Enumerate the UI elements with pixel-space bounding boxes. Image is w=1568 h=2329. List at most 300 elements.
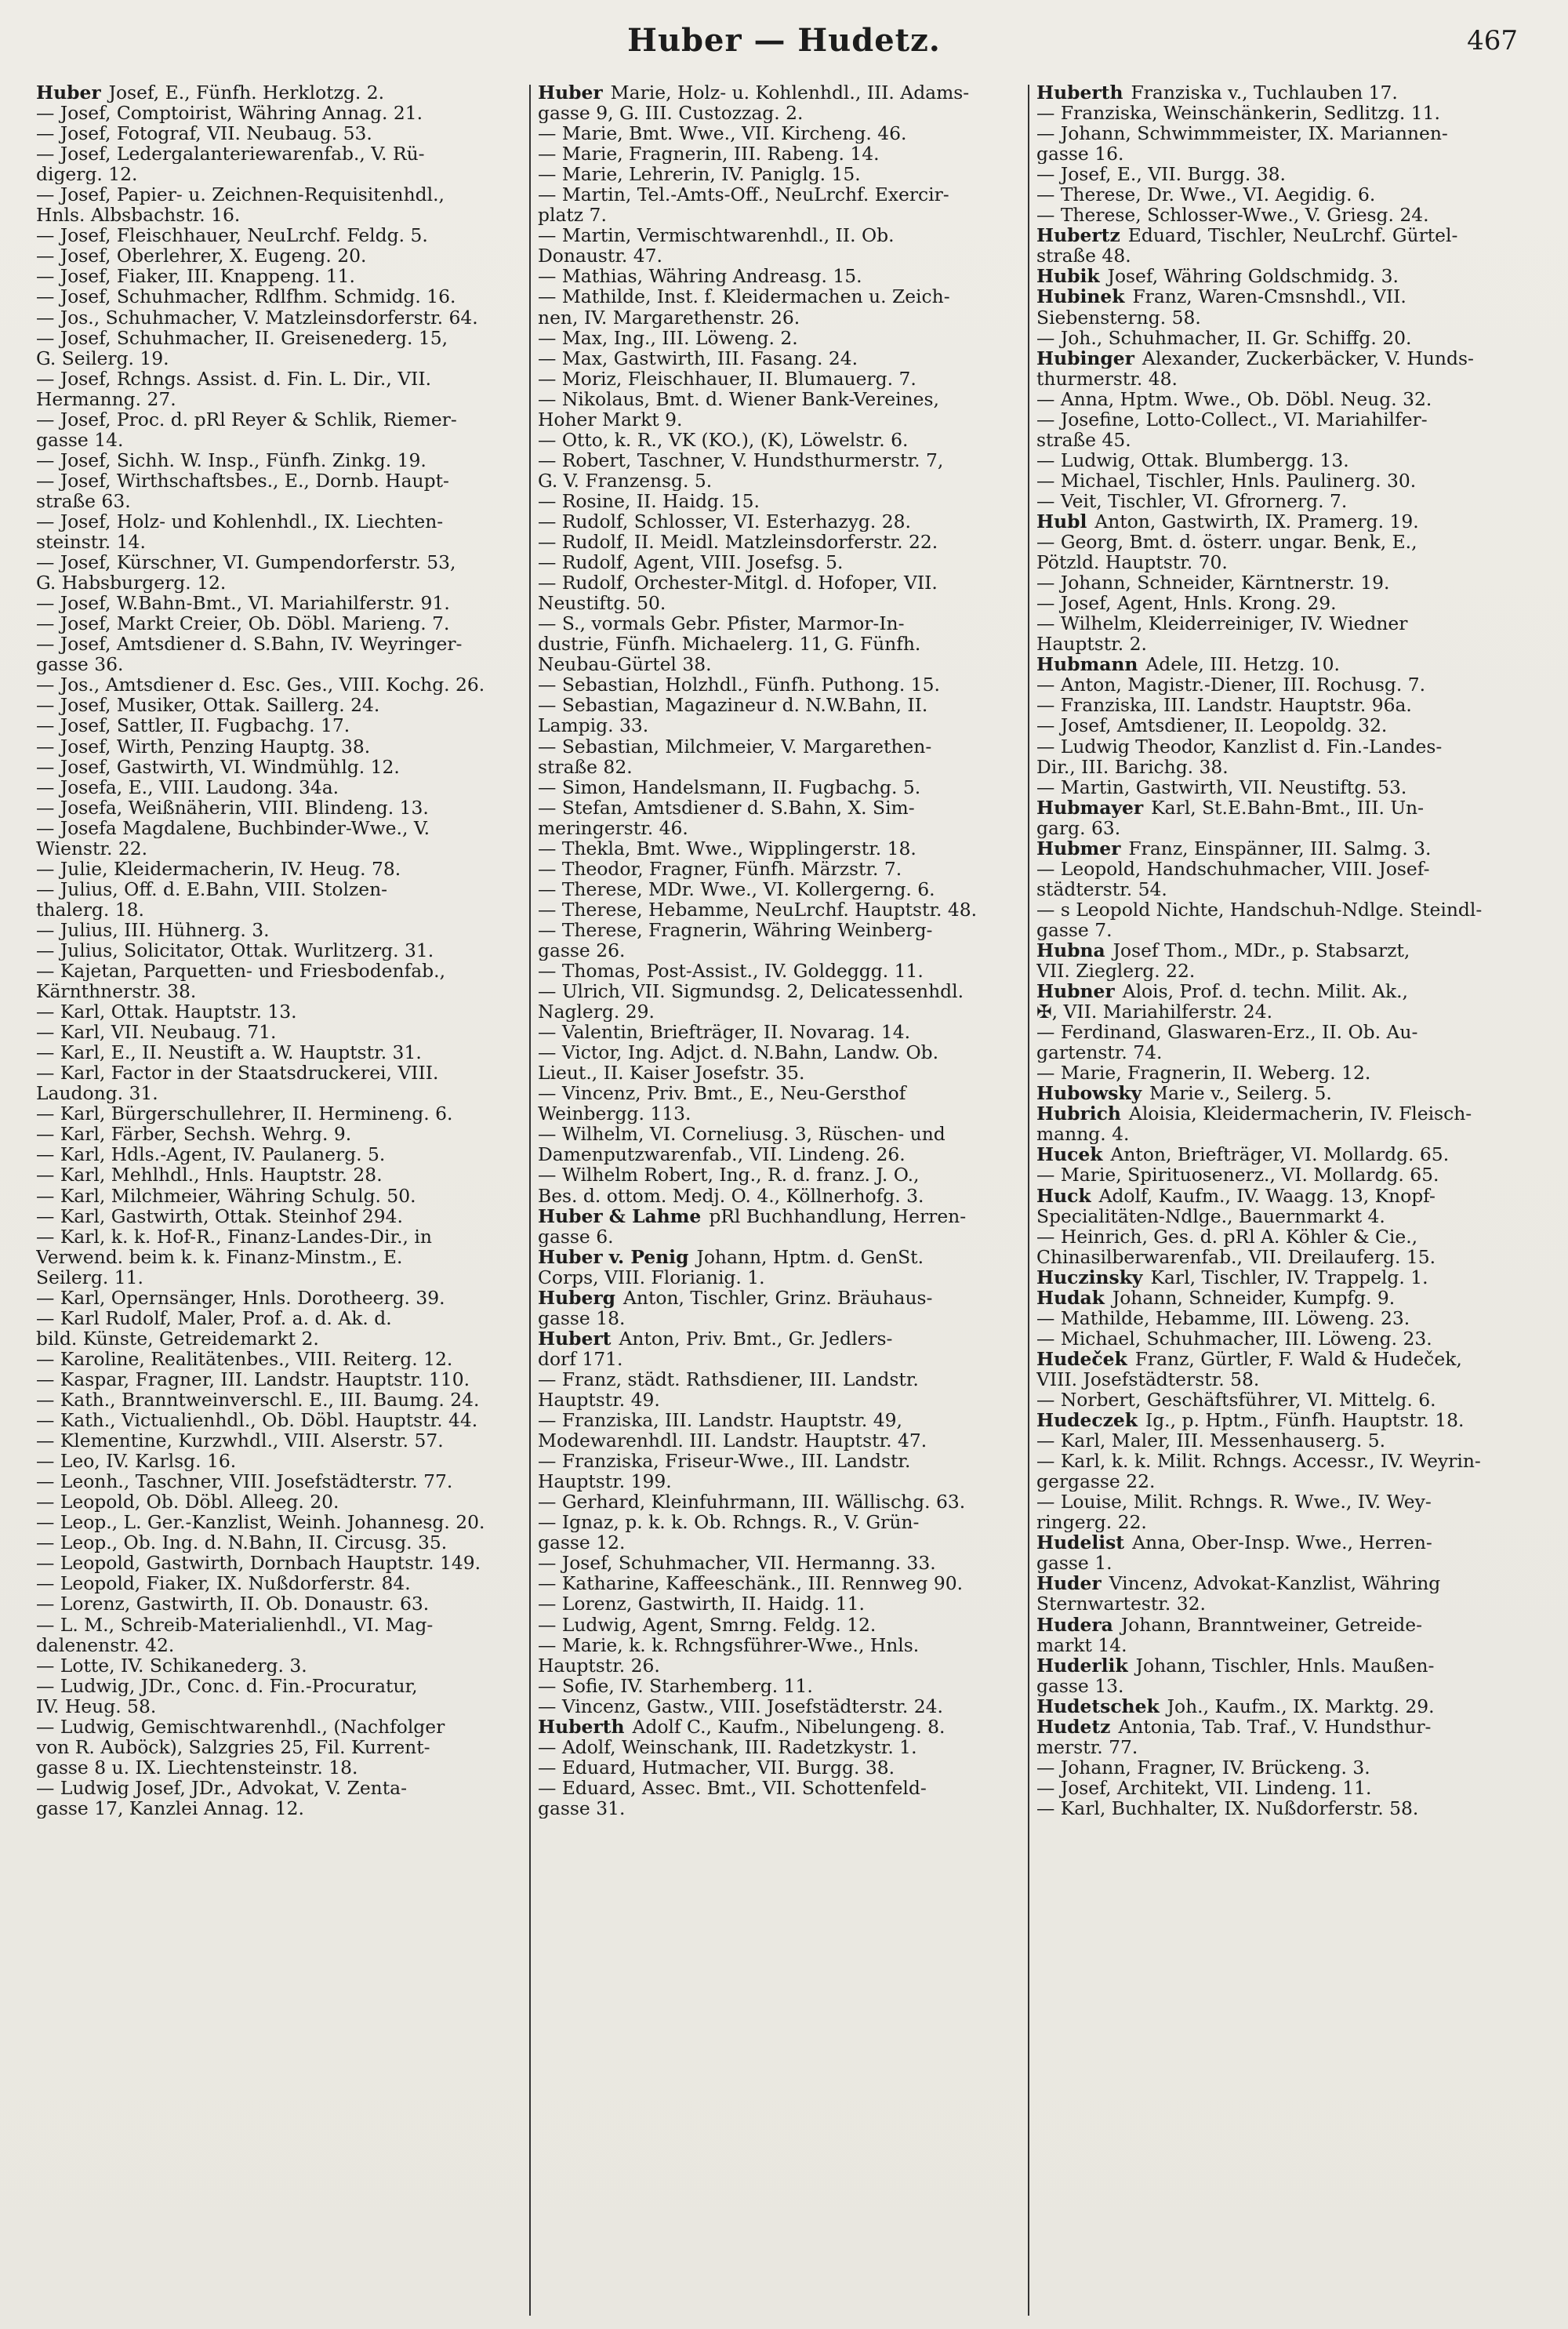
entry-text: — Michael, Schuhmacher, III. Löweng. 23. <box>1036 1328 1432 1349</box>
entry-line <box>538 572 1025 593</box>
entry-text: — Ferdinand, Glaswaren-Erz., II. Ob. Au- <box>1036 1022 1418 1043</box>
entry-text: — Georg, Bmt. d. österr. ungar. Benk, E., <box>1036 532 1417 553</box>
entry-line <box>1036 328 1524 348</box>
entry-text: — Anton, Magistr.-Diener, III. Rochusg. 7. <box>1036 674 1426 696</box>
entry-text: — Thekla, Bmt. Wwe., Wipplingerstr. 18. <box>538 837 916 859</box>
entry-line <box>1036 961 1524 981</box>
entry-text: — Josef, Comptoirist, Währing Annag. 21. <box>36 103 423 124</box>
entry-line <box>36 1737 524 1757</box>
entry-text: dustrie, Fünfh. Michaelerg. 11, G. Fünfh. <box>538 634 921 655</box>
entry-text: — Adolf, Weinschank, III. Radetzkystr. 1. <box>538 1736 917 1757</box>
entry-line <box>1036 409 1524 430</box>
entry-line <box>538 225 1025 245</box>
entry-text: — Josefa, E., VIII. Laudong. 34a. <box>36 776 339 798</box>
entry-text: Josef, Währing Goldschmidg. 3. <box>1107 266 1399 287</box>
entry-heading-line <box>1036 511 1524 532</box>
entry-text: städterstr. 54. <box>1036 878 1167 899</box>
entry-text: VIII. Josefstädterstr. 58. <box>1036 1368 1260 1390</box>
entry-line <box>538 798 1025 818</box>
entry-text: — Karl, Buchhalter, IX. Nußdorferstr. 58. <box>1036 1797 1419 1819</box>
column-2 <box>538 82 1025 2313</box>
entry-text: — Josef, Schuhmacher, II. Greisenederg. 15, <box>36 327 448 348</box>
surname: Hubrich <box>1036 1103 1121 1125</box>
entry-line <box>36 225 524 245</box>
entry-line <box>1036 1593 1524 1614</box>
entry-line <box>538 1144 1025 1164</box>
running-head: Huber — Hudetz. <box>627 22 941 59</box>
entry-text: Lampig. 33. <box>538 715 649 736</box>
entry-text: — Karl, Factor in der Staatsdruckerei, VIII. <box>36 1063 439 1084</box>
entry-line <box>538 838 1025 859</box>
entry-line <box>1036 491 1524 511</box>
entry-line <box>538 1349 1025 1369</box>
entry-text: — Lorenz, Gastwirth, II. Ob. Donaustr. 63. <box>36 1593 430 1615</box>
entry-line <box>538 1390 1025 1410</box>
entry-text: — Josef, Fotograf, VII. Neubaug. 53. <box>36 123 372 144</box>
entry-text: — Therese, Fragnerin, Währing Weinberg- <box>538 919 933 940</box>
entry-heading-line <box>538 1247 1025 1267</box>
entry-line <box>538 879 1025 899</box>
entry-line <box>538 1451 1025 1471</box>
entry-text: G. Habsburgerg. 12. <box>36 572 227 594</box>
entry-text: gasse 6. <box>538 1226 614 1247</box>
entry-text: gasse 36. <box>36 654 124 675</box>
entry-text: — Karoline, Realitätenbes., VIII. Reiterg. 12. <box>36 1348 453 1369</box>
surname: Huber v. Penig <box>538 1246 689 1267</box>
entry-line <box>36 1635 524 1655</box>
entry-text: — Josef, Sattler, II. Fugbachg. 17. <box>36 715 350 736</box>
entry-text: — Mathias, Währing Andreasg. 15. <box>538 266 862 287</box>
entry-text: — Johann, Schneider, Kärntnerstr. 19. <box>1036 572 1390 594</box>
entry-line <box>1036 1369 1524 1390</box>
entry-line <box>36 389 524 409</box>
entry-text: — Michael, Tischler, Hnls. Paulinerg. 30. <box>1036 470 1417 491</box>
entry-line <box>36 532 524 552</box>
column-3 <box>1036 82 1524 2313</box>
entry-heading-line <box>1036 981 1524 1001</box>
entry-line <box>1036 1001 1524 1022</box>
entry-heading-line <box>538 1288 1025 1308</box>
entry-text: Neustiftg. 50. <box>538 593 666 614</box>
entry-text: — Karl Rudolf, Maler, Prof. a. d. Ak. d. <box>36 1307 392 1328</box>
entry-text: — Marie, Fragnerin, II. Weberg. 12. <box>1036 1063 1371 1084</box>
entry-line <box>36 1451 524 1471</box>
entry-text: — Marie, Bmt. Wwe., VII. Kircheng. 46. <box>538 123 907 144</box>
surname: Hubert <box>538 1328 612 1349</box>
entry-line <box>36 798 524 818</box>
entry-text: platz 7. <box>538 205 607 226</box>
entry-text: Anton, Gastwirth, IX. Pramerg. 19. <box>1094 510 1419 532</box>
entry-line <box>538 1063 1025 1083</box>
entry-text: Adolf C., Kaufm., Nibelungeng. 8. <box>632 1716 946 1737</box>
entry-line <box>1036 307 1524 328</box>
entry-line <box>36 307 524 328</box>
entry-line <box>1036 1022 1524 1042</box>
entry-line <box>1036 1512 1524 1532</box>
entry-line <box>538 961 1025 981</box>
entry-text: — Franziska, Weinschänkerin, Sedlitzg. 11. <box>1036 103 1440 124</box>
entry-line <box>1036 1778 1524 1798</box>
entry-text: gasse 17, Kanzlei Annag. 12. <box>36 1797 304 1819</box>
entry-text: Chinasilberwarenfab., VII. Dreilauferg. 15. <box>1036 1246 1436 1267</box>
entry-text: — Josef, Agent, Hnls. Krong. 29. <box>1036 593 1337 614</box>
entry-text: Naglerg. 29. <box>538 1001 655 1023</box>
entry-text: — Josefa, Weißnäherin, VIII. Blindeng. 13. <box>36 797 429 818</box>
entry-line <box>36 1512 524 1532</box>
entry-text: — Josef, Amtsdiener d. S.Bahn, IV. Weyringer- <box>36 634 463 655</box>
entry-line <box>1036 245 1524 266</box>
entry-line <box>538 164 1025 184</box>
surname: Hubinger <box>1036 347 1134 369</box>
entry-line <box>1036 715 1524 736</box>
entry-text: — Valentin, Briefträger, II. Novarag. 14. <box>538 1022 911 1043</box>
entry-text: — Ludwig, Gemischtwarenhdl., (Nachfolger <box>36 1716 445 1737</box>
entry-line <box>36 164 524 184</box>
entry-line <box>36 471 524 491</box>
entry-text: — Louise, Milit. Rchngs. R. Wwe., IV. Wey- <box>1036 1492 1432 1513</box>
entry-line <box>36 1593 524 1614</box>
entry-line <box>538 348 1025 369</box>
entry-text: — Leopold, Gastwirth, Dornbach Hauptstr. 149. <box>36 1553 481 1574</box>
entry-text: — Karl, Bürgerschullehrer, II. Hermineng. 6. <box>36 1103 453 1125</box>
entry-line <box>538 1471 1025 1492</box>
entry-line <box>538 511 1025 532</box>
entry-line <box>538 245 1025 266</box>
entry-text: — Josef, Papier- u. Zeichnen-Requisitenhdl., <box>36 184 445 205</box>
entry-text: — Leonh., Taschner, VIII. Josefstädterstr. 77. <box>36 1471 453 1492</box>
entry-text: gergasse 22. <box>1036 1471 1156 1492</box>
entry-line <box>36 654 524 674</box>
entry-text: Lieut., II. Kaiser Josefstr. 35. <box>538 1063 805 1084</box>
entry-line <box>538 818 1025 838</box>
surname: Hudetz <box>1036 1716 1111 1737</box>
entry-line <box>538 593 1025 613</box>
entry-text: — Ludwig, Agent, Smrng. Feldg. 12. <box>538 1614 877 1635</box>
entry-line <box>538 899 1025 920</box>
entry-text: — Rudolf, II. Meidl. Matzleinsdorferstr. 22. <box>538 532 938 553</box>
entry-text: — Karl, k. k. Hof-R., Finanz-Landes-Dir., in <box>36 1226 432 1247</box>
entry-text: — Josef, Rchngs. Assist. d. Fin. L. Dir., VII. <box>36 368 432 389</box>
entry-line <box>36 1615 524 1635</box>
entry-text: — Josef, Holz- und Kohlenhdl., IX. Liechten- <box>36 510 444 532</box>
entry-line <box>36 1471 524 1492</box>
entry-text: — Wilhelm, VI. Corneliusg. 3, Rüschen- und <box>538 1124 946 1145</box>
entry-heading-line <box>1036 1186 1524 1206</box>
entry-line <box>1036 1430 1524 1451</box>
entry-text: — Therese, Schlosser-Wwe., V. Griesg. 24. <box>1036 205 1429 226</box>
entry-text: Franz, Einspänner, III. Salmg. 3. <box>1128 837 1432 859</box>
entry-line <box>36 1553 524 1573</box>
entry-text: — Josef, Sichh. W. Insp., Fünfh. Zinkg. 19. <box>36 449 426 471</box>
entry-line <box>538 859 1025 879</box>
entry-text: Adolf, Kaufm., IV. Waagg. 13, Knopf- <box>1098 1185 1436 1206</box>
entry-line <box>36 572 524 593</box>
entry-text: Hauptstr. 2. <box>1036 634 1147 655</box>
entry-text: — Leopold, Fiaker, IX. Nußdorferstr. 84. <box>36 1573 411 1594</box>
entry-line <box>1036 1063 1524 1083</box>
entry-text: — Max, Gastwirth, III. Fasang. 24. <box>538 347 858 369</box>
entry-text: — Julie, Kleidermacherin, IV. Heug. 78. <box>36 858 401 879</box>
entry-text: — Josef, Fiaker, III. Knappeng. 11. <box>36 266 355 287</box>
entry-text: — Moriz, Fleischhauer, II. Blumauerg. 7. <box>538 368 916 389</box>
entry-text: — Thomas, Post-Assist., IV. Goldeggg. 11. <box>538 961 924 982</box>
entry-heading-line <box>1036 1532 1524 1553</box>
entry-text: — Josefine, Lotto-Collect., VI. Mariahilfer- <box>1036 409 1428 430</box>
entry-text: — Martin, Vermischtwarenhdl., II. Ob. <box>538 225 895 246</box>
entry-line <box>538 471 1025 491</box>
entry-line <box>36 245 524 266</box>
entry-line <box>1036 1164 1524 1185</box>
entry-line <box>1036 613 1524 634</box>
entry-line <box>36 879 524 899</box>
entry-line <box>538 450 1025 471</box>
entry-text: Bes. d. ottom. Medj. O. 4., Köllnerhofg. 3. <box>538 1185 924 1206</box>
entry-text: ✠, VII. Mariahilferstr. 24. <box>1036 1001 1273 1023</box>
entry-text: — Karl, Hdls.-Agent, IV. Paulanerg. 5. <box>36 1144 386 1165</box>
entry-line <box>36 1186 524 1206</box>
entry-line <box>538 1267 1025 1288</box>
entry-line <box>36 1532 524 1553</box>
entry-line <box>36 981 524 1001</box>
entry-line <box>36 1492 524 1512</box>
entry-text: — Karl, Milchmeier, Währing Schulg. 50. <box>36 1185 416 1206</box>
entry-text: bild. Künste, Getreidemarkt 2. <box>36 1328 319 1349</box>
entry-line <box>538 1676 1025 1696</box>
entry-line <box>36 1247 524 1267</box>
entry-line <box>36 1124 524 1144</box>
entry-line <box>538 328 1025 348</box>
entry-text: Karl, St.E.Bahn-Bmt., III. Un- <box>1151 797 1425 818</box>
entry-text: — Mathilde, Hebamme, III. Löweng. 23. <box>1036 1307 1410 1328</box>
entry-heading-line <box>1036 1615 1524 1635</box>
entry-line <box>538 736 1025 757</box>
entry-text: Verwend. beim k. k. Finanz-Minstm., E. <box>36 1246 403 1267</box>
entry-line <box>538 184 1025 205</box>
entry-line <box>1036 1492 1524 1512</box>
surname: Hudelist <box>1036 1532 1125 1553</box>
entry-line <box>36 409 524 430</box>
surname: Huber & Lahme <box>538 1205 702 1226</box>
entry-text: Marie, Holz- u. Kohlenhdl., III. Adams- <box>610 82 970 104</box>
entry-line <box>538 1553 1025 1573</box>
entry-line <box>538 674 1025 695</box>
entry-text: straße 63. <box>36 490 131 511</box>
entry-line <box>36 1676 524 1696</box>
entry-line <box>36 205 524 225</box>
page-number: 467 <box>1467 25 1518 56</box>
entry-text: Hnls. Albsbachstr. 16. <box>36 205 241 226</box>
entry-text: Ig., p. Hptm., Fünfh. Hauptstr. 18. <box>1145 1410 1465 1431</box>
entry-line <box>36 123 524 144</box>
entry-text: — Anna, Hptm. Wwe., Ob. Döbl. Neug. 32. <box>1036 388 1432 409</box>
entry-heading-line <box>538 1206 1025 1226</box>
entry-text: Josef Thom., MDr., p. Stabsarzt, <box>1112 939 1410 961</box>
entry-text: — Sebastian, Holzhdl., Fünfh. Puthong. 15. <box>538 674 940 696</box>
surname: Huberg <box>538 1287 616 1308</box>
entry-line <box>36 1430 524 1451</box>
surname: Hubowsky <box>1036 1083 1142 1104</box>
entry-text: Anton, Priv. Bmt., Gr. Jedlers- <box>619 1328 893 1349</box>
entry-text: — Vincenz, Gastw., VIII. Josefstädterstr. 24. <box>538 1695 943 1717</box>
entry-line <box>36 838 524 859</box>
entry-text: — Kaspar, Fragner, III. Landstr. Hauptstr. 110. <box>36 1368 470 1390</box>
entry-line <box>36 757 524 777</box>
surname: Huder <box>1036 1573 1102 1594</box>
entry-text: — Josef, Amtsdiener, II. Leopoldg. 32. <box>1036 715 1388 736</box>
entry-line <box>36 1206 524 1226</box>
entry-line <box>36 593 524 613</box>
entry-line <box>538 1308 1025 1328</box>
entry-line <box>36 491 524 511</box>
entry-text: Marie v., Seilerg. 5. <box>1149 1083 1332 1104</box>
entry-text: Franz, Gürtler, F. Wald & Hudeček, <box>1134 1348 1462 1369</box>
entry-line <box>1036 144 1524 164</box>
surname: Huber <box>36 82 101 104</box>
entry-line <box>36 613 524 634</box>
entry-text: — Veit, Tischler, VI. Gfrornerg. 7. <box>1036 490 1348 511</box>
entry-text: Hermanng. 27. <box>36 388 176 409</box>
entry-line <box>1036 1676 1524 1696</box>
entry-line <box>36 818 524 838</box>
entry-line <box>36 634 524 654</box>
entry-line <box>36 920 524 940</box>
entry-text: — Josef, Schuhmacher, Rdlfhm. Schmidg. 16. <box>36 286 456 307</box>
entry-text: Johann, Schneider, Kumpfg. 9. <box>1112 1287 1396 1308</box>
entry-line <box>538 777 1025 798</box>
entry-heading-line <box>1036 82 1524 103</box>
entry-line <box>36 961 524 981</box>
entry-text: — Marie, k. k. Rchngsführer-Wwe., Hnls. <box>538 1634 920 1655</box>
surname: Huck <box>1036 1185 1091 1206</box>
entry-text: — Rosine, II. Haidg. 15. <box>538 490 760 511</box>
entry-line <box>538 1655 1025 1676</box>
entry-text: nen, IV. Margarethenstr. 26. <box>538 307 800 328</box>
entry-line <box>538 715 1025 736</box>
entry-line <box>538 613 1025 634</box>
entry-text: markt 14. <box>1036 1634 1127 1655</box>
entry-heading-line <box>1036 1655 1524 1676</box>
entry-text: Johann, Hptm. d. GenSt. <box>696 1246 924 1267</box>
entry-text: — Karl, Gastwirth, Ottak. Steinhof 294. <box>36 1205 403 1226</box>
entry-text: Kärnthnerstr. 38. <box>36 981 197 1002</box>
entry-heading-line <box>1036 940 1524 961</box>
entry-line <box>36 1655 524 1676</box>
entry-text: — Jos., Schuhmacher, V. Matzleinsdorferstr. 64. <box>36 307 478 328</box>
surname: Hubertz <box>1036 225 1120 246</box>
entry-text: Aloisia, Kleidermacherin, IV. Fleisch- <box>1128 1103 1472 1125</box>
entry-text: thalerg. 18. <box>36 899 144 920</box>
entry-text: straße 45. <box>1036 429 1131 450</box>
entry-text: Laudong. 31. <box>36 1083 158 1104</box>
entry-line <box>36 940 524 961</box>
entry-text: — Josefa Magdalene, Buchbinder-Wwe., V. <box>36 817 430 838</box>
entry-text: merstr. 77. <box>1036 1736 1138 1757</box>
entry-heading-line <box>1036 838 1524 859</box>
entry-line <box>36 1144 524 1164</box>
entry-heading-line <box>1036 1717 1524 1737</box>
entry-text: Siebensterng. 58. <box>1036 307 1201 328</box>
entry-line <box>538 1369 1025 1390</box>
entry-text: — Lotte, IV. Schikanederg. 3. <box>36 1655 307 1676</box>
entry-text: gasse 18. <box>538 1307 626 1328</box>
entry-line <box>1036 1798 1524 1819</box>
entry-text: gasse 26. <box>538 939 626 961</box>
entry-line <box>1036 1471 1524 1492</box>
entry-text: — Leo, IV. Karlsg. 16. <box>36 1451 237 1472</box>
entry-text: Johann, Tischler, Hnls. Maußen- <box>1135 1655 1435 1676</box>
surname: Hubner <box>1036 981 1115 1002</box>
entry-line <box>1036 103 1524 123</box>
entry-text: — Wilhelm Robert, Ing., R. d. franz. J. O., <box>538 1164 920 1186</box>
entry-text: gasse 31. <box>538 1797 626 1819</box>
entry-line <box>1036 920 1524 940</box>
entry-text: — Leop., L. Ger.-Kanzlist, Weinh. Johannesg. 20. <box>36 1512 485 1533</box>
entry-text: — Victor, Ing. Adjct. d. N.Bahn, Landw. Ob. <box>538 1042 939 1063</box>
entry-text: pRl Buchhandlung, Herren- <box>709 1205 967 1226</box>
entry-line <box>36 1063 524 1083</box>
entry-line <box>36 1083 524 1103</box>
entry-text: Karl, Tischler, IV. Trappelg. 1. <box>1150 1266 1428 1288</box>
entry-text: — Otto, k. R., VK (KO.), (K), Löwelstr. 6. <box>538 429 909 450</box>
entry-line <box>1036 389 1524 409</box>
entry-text: gasse 12. <box>538 1532 626 1553</box>
entry-line <box>1036 1328 1524 1349</box>
entry-heading-line <box>1036 798 1524 818</box>
entry-line <box>36 348 524 369</box>
surname: Hudeček <box>1036 1348 1127 1369</box>
entry-heading-line <box>1036 1288 1524 1308</box>
entry-text: — Franziska, III. Landstr. Hauptstr. 96a. <box>1036 695 1412 716</box>
entry-line <box>538 1573 1025 1593</box>
entry-line <box>36 552 524 572</box>
entry-line <box>36 715 524 736</box>
entry-line <box>36 1001 524 1022</box>
entry-line <box>36 103 524 123</box>
entry-text: Johann, Branntweiner, Getreide- <box>1120 1614 1423 1635</box>
entry-line <box>538 695 1025 715</box>
entry-line <box>538 1186 1025 1206</box>
entry-line <box>538 1022 1025 1042</box>
surname: Hudera <box>1036 1614 1113 1635</box>
entry-text: — Karl, VII. Neubaug. 71. <box>36 1022 277 1043</box>
entry-heading-line <box>1036 225 1524 245</box>
entry-line <box>538 1226 1025 1247</box>
entry-line <box>36 1696 524 1717</box>
entry-line <box>36 674 524 695</box>
entry-text: — Norbert, Geschäftsführer, VI. Mittelg. 6. <box>1036 1390 1436 1411</box>
entry-line <box>538 1492 1025 1512</box>
entry-text: Anton, Briefträger, VI. Mollardg. 65. <box>1110 1144 1450 1165</box>
entry-heading-line <box>1036 348 1524 369</box>
entry-line <box>538 981 1025 1001</box>
entry-line <box>36 369 524 389</box>
entry-line <box>1036 572 1524 593</box>
surname: Hucek <box>1036 1144 1103 1165</box>
entry-text: — Franziska, Friseur-Wwe., III. Landstr. <box>538 1451 911 1472</box>
entry-text: — Heinrich, Ges. d. pRl A. Köhler & Cie., <box>1036 1226 1418 1247</box>
entry-text: dorf 171. <box>538 1348 623 1369</box>
surname: Huberth <box>1036 82 1123 104</box>
entry-heading-line <box>538 1717 1025 1737</box>
entry-line <box>1036 1042 1524 1063</box>
entry-text: — Klementine, Kurzwhdl., VIII. Alserstr. 57. <box>36 1430 444 1452</box>
entry-line <box>538 552 1025 572</box>
surname: Hubik <box>1036 266 1100 287</box>
entry-line <box>538 920 1025 940</box>
entry-line <box>1036 532 1524 552</box>
column-divider <box>529 85 531 2316</box>
entry-text: — Sebastian, Magazineur d. N.W.Bahn, II. <box>538 695 928 716</box>
